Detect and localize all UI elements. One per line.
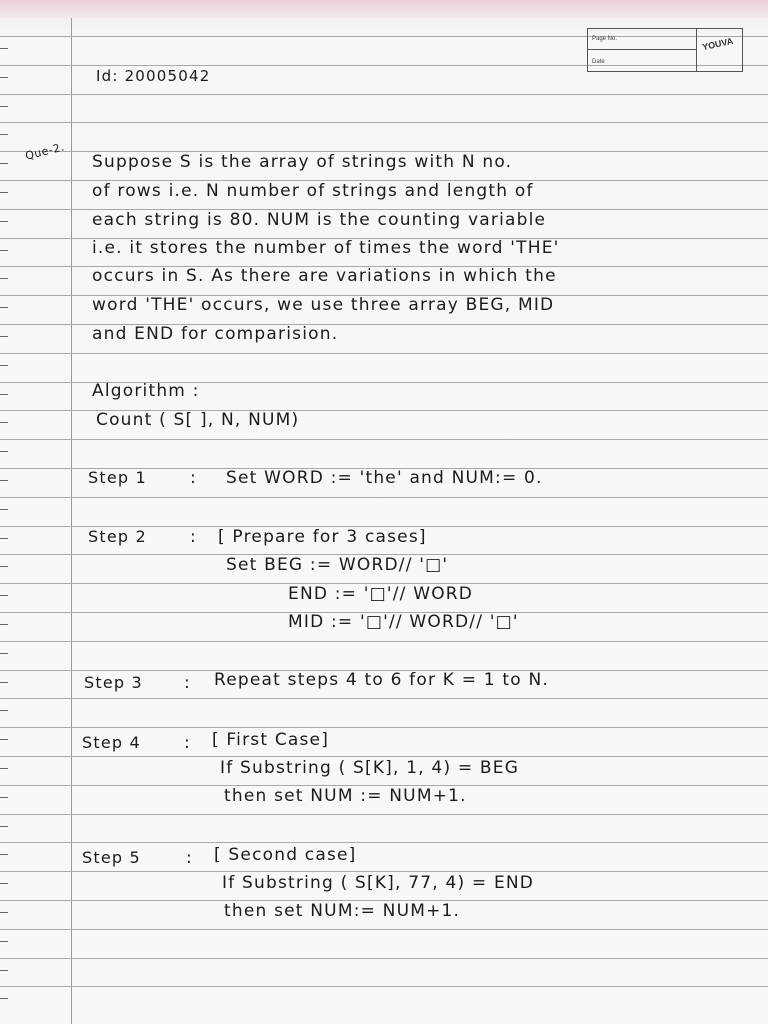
margin-tick — [0, 710, 8, 711]
step-line: If Substring ( S[K], 77, 4) = END — [222, 873, 535, 893]
margin-tick — [0, 682, 8, 683]
step-colon: : — [184, 673, 191, 693]
step-line: then set NUM:= NUM+1. — [224, 901, 461, 921]
ruled-line — [0, 986, 768, 987]
ruled-line — [0, 439, 768, 440]
margin-tick — [0, 48, 8, 49]
ruled-line — [0, 641, 768, 642]
paragraph-line: occurs in S. As there are variations in which the — [92, 266, 557, 286]
margin-tick — [0, 77, 8, 78]
margin-tick — [0, 278, 8, 279]
step-line: then set NUM := NUM+1. — [224, 786, 467, 806]
step-line: MID := '□'// WORD// '□' — [288, 612, 519, 632]
algorithm-heading: Algorithm : — [92, 381, 200, 401]
step-colon: : — [190, 527, 197, 547]
margin-tick — [0, 365, 8, 366]
margin-tick — [0, 970, 8, 971]
step-line: [ Prepare for 3 cases] — [218, 527, 427, 547]
margin-tick — [0, 595, 8, 596]
margin-tick — [0, 163, 8, 164]
ruled-line — [0, 94, 768, 95]
ruled-line — [0, 756, 768, 757]
date-label: Date — [592, 59, 605, 65]
page-no-label: Page No. — [592, 36, 618, 42]
margin-tick — [0, 451, 8, 452]
margin-tick — [0, 653, 8, 654]
brand-logo: YOUVA — [701, 35, 735, 53]
margin-tick — [0, 826, 8, 827]
paragraph-line: word 'THE' occurs, we use three array BEG, MID — [92, 295, 555, 315]
margin-tick — [0, 192, 8, 193]
ruled-line — [0, 122, 768, 123]
student-id: Id: 20005042 — [96, 67, 211, 85]
step-line: Set BEG := WORD// '□' — [226, 555, 449, 575]
step-colon: : — [186, 848, 193, 868]
margin-tick — [0, 336, 8, 337]
step-line: Repeat steps 4 to 6 for K = 1 to N. — [214, 670, 549, 690]
margin-tick — [0, 509, 8, 510]
margin-tick — [0, 566, 8, 567]
margin-tick — [0, 768, 8, 769]
ruled-line — [0, 698, 768, 699]
page-top-edge — [0, 0, 768, 18]
margin-tick — [0, 624, 8, 625]
ruled-line — [0, 727, 768, 728]
step-colon: : — [190, 468, 197, 488]
paragraph-line: each string is 80. NUM is the counting variable — [92, 210, 547, 230]
paragraph-line: and END for comparision. — [92, 324, 339, 344]
ruled-line — [0, 497, 768, 498]
margin-tick — [0, 422, 8, 423]
step-line: If Substring ( S[K], 1, 4) = BEG — [220, 758, 520, 778]
margin-tick — [0, 883, 8, 884]
ruled-line — [0, 814, 768, 815]
ruled-line — [0, 842, 768, 843]
margin-tick — [0, 250, 8, 251]
step-line: [ First Case] — [212, 730, 330, 750]
step-line: [ Second case] — [214, 845, 357, 865]
ruled-line — [0, 871, 768, 872]
page-header-box — [587, 28, 743, 72]
header-divider-horizontal — [588, 49, 696, 50]
paragraph-line: i.e. it stores the number of times the word 'THE' — [92, 238, 560, 258]
margin-tick — [0, 941, 8, 942]
margin-tick — [0, 307, 8, 308]
margin-line — [71, 18, 72, 1024]
paragraph-line: of rows i.e. N number of strings and length of — [92, 181, 534, 201]
step-label: Step 1 — [88, 468, 147, 487]
margin-tick — [0, 538, 8, 539]
step-label: Step 2 — [88, 527, 147, 546]
margin-tick — [0, 912, 8, 913]
margin-tick — [0, 480, 8, 481]
algorithm-signature: Count ( S[ ], N, NUM) — [96, 410, 300, 430]
step-colon: : — [184, 733, 191, 753]
margin-tick — [0, 106, 8, 107]
ruled-line — [0, 929, 768, 930]
ruled-line — [0, 958, 768, 959]
margin-tick — [0, 394, 8, 395]
step-label: Step 4 — [82, 733, 141, 752]
step-label: Step 5 — [82, 848, 141, 867]
paragraph-line: Suppose S is the array of strings with N no. — [92, 152, 513, 172]
margin-tick — [0, 739, 8, 740]
step-line: Set WORD := 'the' and NUM:= 0. — [226, 468, 543, 488]
ruled-line — [0, 353, 768, 354]
header-divider-vertical — [696, 29, 697, 71]
step-label: Step 3 — [84, 673, 143, 692]
margin-tick — [0, 998, 8, 999]
step-line: END := '□'// WORD — [288, 584, 474, 604]
margin-tick — [0, 797, 8, 798]
margin-tick — [0, 854, 8, 855]
margin-tick — [0, 221, 8, 222]
question-label: Que-2. — [24, 140, 66, 163]
margin-tick — [0, 134, 8, 135]
